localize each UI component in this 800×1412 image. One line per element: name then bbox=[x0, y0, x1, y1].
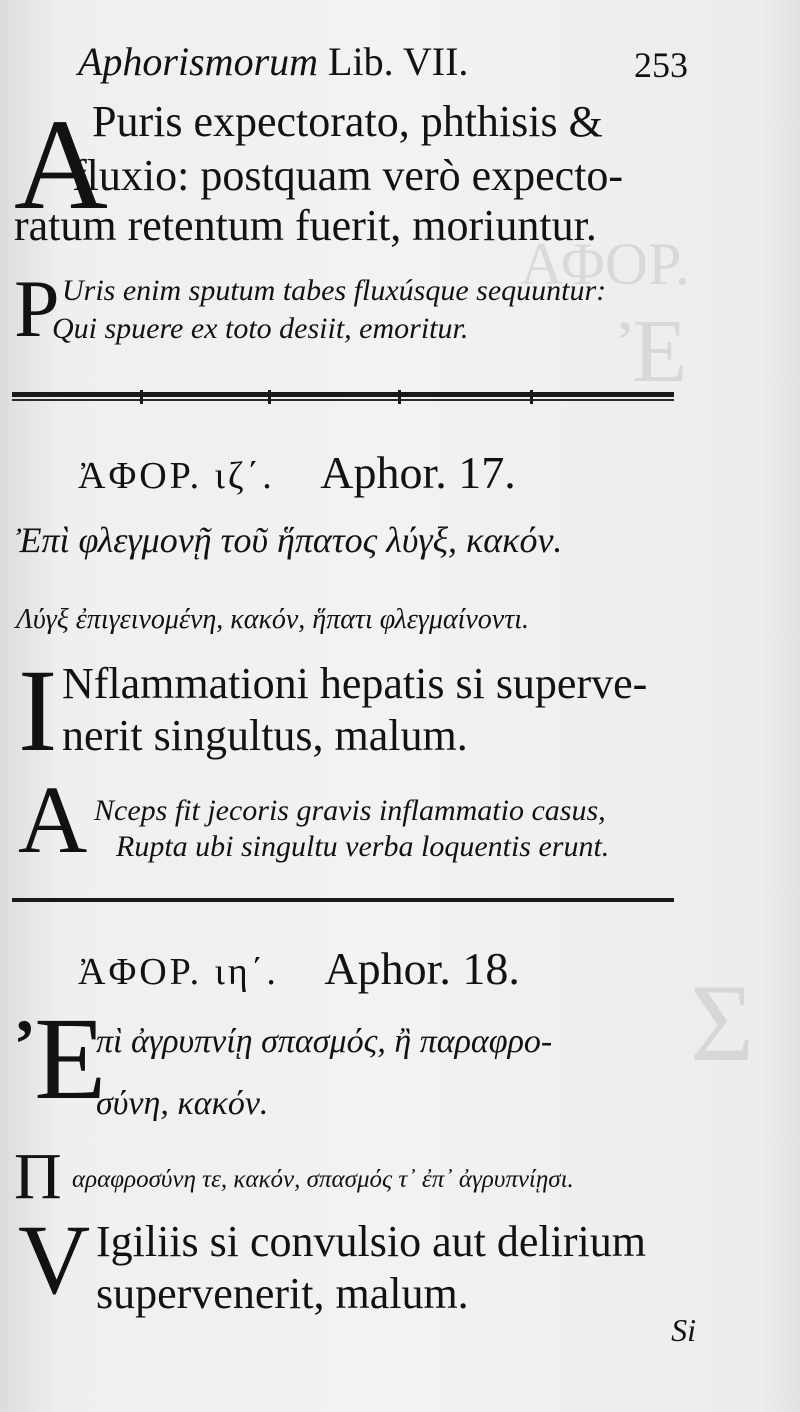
text-line: Puris expectorato, phthisis & bbox=[92, 97, 603, 146]
running-header bbox=[78, 38, 688, 88]
greek-heading: ἈΦΟΡ. ιζ΄. bbox=[78, 455, 275, 497]
text-line: Igiliis si convulsio aut delirium bbox=[96, 1217, 646, 1266]
text-line: fluxio: postquam verò expecto- bbox=[72, 151, 624, 200]
text-line: Nflammationi hepatis si superve- bbox=[62, 659, 648, 708]
rule-ornament bbox=[268, 390, 271, 404]
section-rule bbox=[12, 898, 674, 902]
text-line: nerit singultus, malum. bbox=[62, 711, 468, 760]
rule-ornament bbox=[140, 390, 143, 404]
bleed-through: ΑΦΟΡ. bbox=[520, 231, 690, 297]
catchword: Si bbox=[671, 1312, 696, 1348]
greek-line: σύνη, κακόν. bbox=[96, 1085, 269, 1122]
latin-heading: Aphor. 17. bbox=[320, 447, 516, 498]
drop-cap: A bbox=[18, 766, 88, 873]
text-line: supervenerit, malum. bbox=[96, 1269, 469, 1318]
rule-ornament bbox=[398, 390, 401, 404]
drop-cap: Ἐ bbox=[18, 993, 107, 1124]
bleed-through: Σ bbox=[690, 962, 755, 1084]
verse-line: Uris enim sputum tabes fluxúsque sequuntur: bbox=[62, 274, 607, 307]
drop-cap: A bbox=[14, 93, 108, 237]
bleed-through: Ἐ bbox=[620, 302, 688, 401]
greek-line: Ἐπὶ φλεγμονῇ τοῦ ἥπατος λύγξ, κακόν. bbox=[16, 520, 563, 560]
drop-cap: Π bbox=[14, 1140, 62, 1213]
greek-line: πὶ ἀγρυπνίῃ σπασμός, ἢ παραφρο- bbox=[96, 1023, 553, 1060]
rule-ornament bbox=[530, 390, 533, 404]
greek-heading: ἈΦΟΡ. ιη΄. bbox=[78, 951, 279, 993]
text-line: ratum retentum fuerit, moriuntur. bbox=[14, 201, 597, 250]
page-number: 253 bbox=[634, 45, 688, 85]
drop-cap: V bbox=[18, 1204, 91, 1315]
verse-line: Rupta ubi singultu verba loquentis erunt. bbox=[116, 830, 610, 863]
aphorism-17-heading bbox=[78, 446, 516, 499]
running-title: Aphorismorum Lib. VII. bbox=[78, 39, 469, 84]
drop-cap: P bbox=[14, 263, 60, 354]
greek-line: Λύγξ ἐπιγεινομένη, κακόν, ἥπατι φλεγμαίνοντι. bbox=[16, 604, 530, 635]
greek-line: αραφροσύνη τε, κακόν, σπασμός τ᾽ ἐπ᾽ ἀγρυπνίῃσι. bbox=[72, 1166, 574, 1193]
aphorism-18-heading bbox=[78, 942, 520, 995]
verse-line: Nceps fit jecoris gravis inflammatio casus, bbox=[94, 794, 606, 827]
section-rule bbox=[12, 392, 674, 401]
latin-heading: Aphor. 18. bbox=[324, 943, 520, 994]
drop-cap: I bbox=[18, 645, 58, 776]
verse-line: Qui spuere ex toto desiit, emoritur. bbox=[52, 312, 469, 345]
